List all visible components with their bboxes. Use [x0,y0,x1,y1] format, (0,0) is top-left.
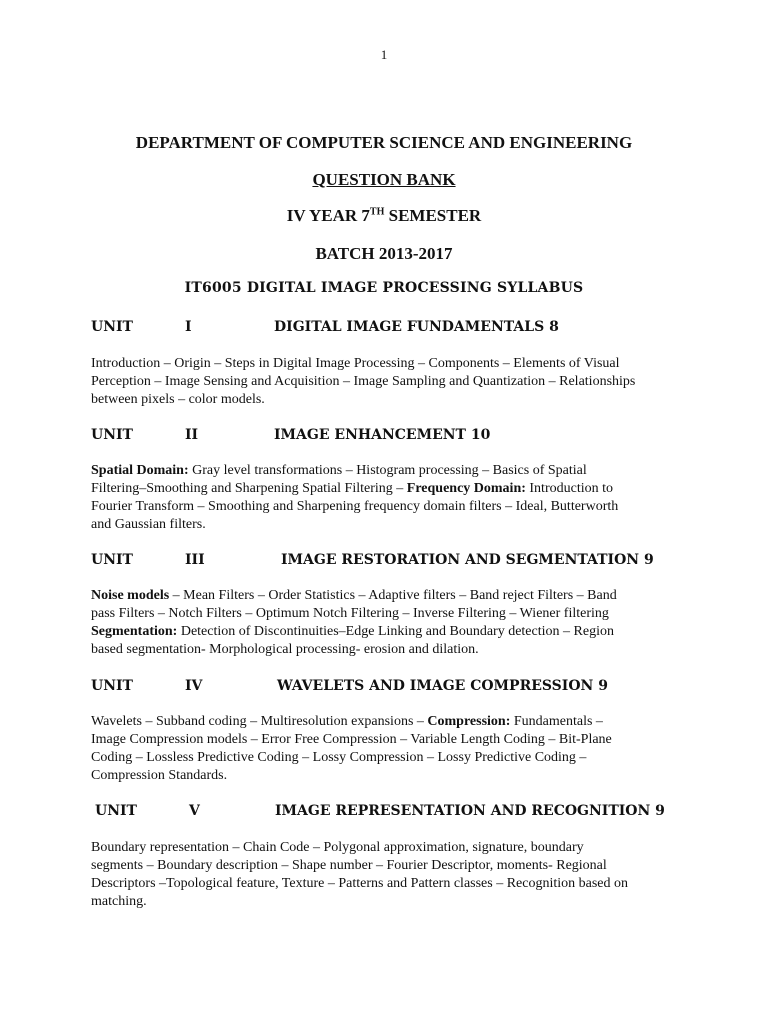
compression-label: Compression: [427,714,511,729]
unit-title: IMAGE RESTORATION AND SEGMENTATION 9 [281,552,654,568]
unit-1-line-3: between pixels – color models. [91,392,265,407]
unit-5-text: Boundary representation – Chain Code – Polygonal approximation, signature, boundary segments – Boundary description – Shape number – Fourier Descriptor, moments- Regional Descriptors –Topological feature, Texture – Patterns and Pattern classes – Recognition based on matching. [91,840,629,909]
unit-title: DIGITAL IMAGE FUNDAMENTALS 8 [274,319,559,335]
unit-2-text-b: Introduction to Fourier Transform – Smoothing and Sharpening frequency domain filters – Ideal, Butterworth and Gaussian filters. [91,481,619,532]
question-bank-heading [0,170,768,190]
noise-models-label: Noise models [91,588,170,603]
unit-number: III [185,552,205,568]
unit-title: IMAGE REPRESENTATION AND RECOGNITION 9 [275,803,665,819]
unit-3-text-a: – Mean Filters – Order Statistics – Adaptive filters – Band reject Filters – Band pass Filters – Notch Filters – Optimum Notch Filtering – Inverse Filtering – Wiener filtering [91,588,617,621]
year-semester-heading [0,206,768,226]
year-suffix: SEMESTER [384,206,482,225]
unit-label: UNIT [91,427,133,443]
unit-label: UNIT [95,803,137,819]
question-bank-text: QUESTION BANK [312,170,456,189]
year-superscript: TH [369,206,385,218]
batch-heading: BATCH 2013-2017 [315,244,453,263]
unit-3-text-b: Detection of Discontinuities–Edge Linking and Boundary detection – Region based segmentation- Morphological processing- erosion and dilation. [91,624,614,657]
unit-4-text-a: Wavelets – Subband coding – Multiresolution expansions – [91,714,428,729]
unit-2-text-a: Gray level transformations – Histogram processing – Basics of Spatial Filtering–Smoothing and Sharpening Spatial Filtering – [91,463,587,496]
unit-4-content [91,713,691,785]
unit-title: IMAGE ENHANCEMENT 10 [274,427,491,443]
spatial-domain-label: Spatial Domain: [91,463,189,478]
unit-number: II [185,427,199,443]
frequency-domain-label: Frequency Domain: [406,481,526,496]
page-number: 1 [380,47,388,62]
unit-4-text-b: Fundamentals – Image Compression models – Error Free Compression – Variable Length Coding – Bit-Plane Coding – Lossless Predictive Coding – Lossy Compression – Lossy Predictive Coding – Compression Standards. [91,714,612,783]
year-prefix: IV YEAR 7 [286,206,370,225]
segmentation-label: Segmentation: [91,624,178,639]
syllabus-heading: IT6005 DIGITAL IMAGE PROCESSING SYLLABUS [184,280,584,296]
unit-1-line-1: Introduction – Origin – Steps in Digital Image Processing – Components – Elements of Visual [91,356,620,371]
unit-3-content [91,587,691,659]
unit-label: UNIT [91,552,133,568]
unit-1-content [91,355,691,409]
unit-1-line-2: Perception – Image Sensing and Acquisition – Image Sampling and Quantization – Relationships [91,374,636,389]
unit-2-content [91,462,691,534]
unit-number: IV [185,678,203,694]
unit-label: UNIT [91,319,133,335]
unit-number: V [189,803,200,819]
unit-number: I [185,319,192,335]
unit-5-content [91,839,691,911]
unit-label: UNIT [91,678,133,694]
department-heading: DEPARTMENT OF COMPUTER SCIENCE AND ENGINEERING [135,133,633,152]
unit-title: WAVELETS AND IMAGE COMPRESSION 9 [277,678,608,694]
